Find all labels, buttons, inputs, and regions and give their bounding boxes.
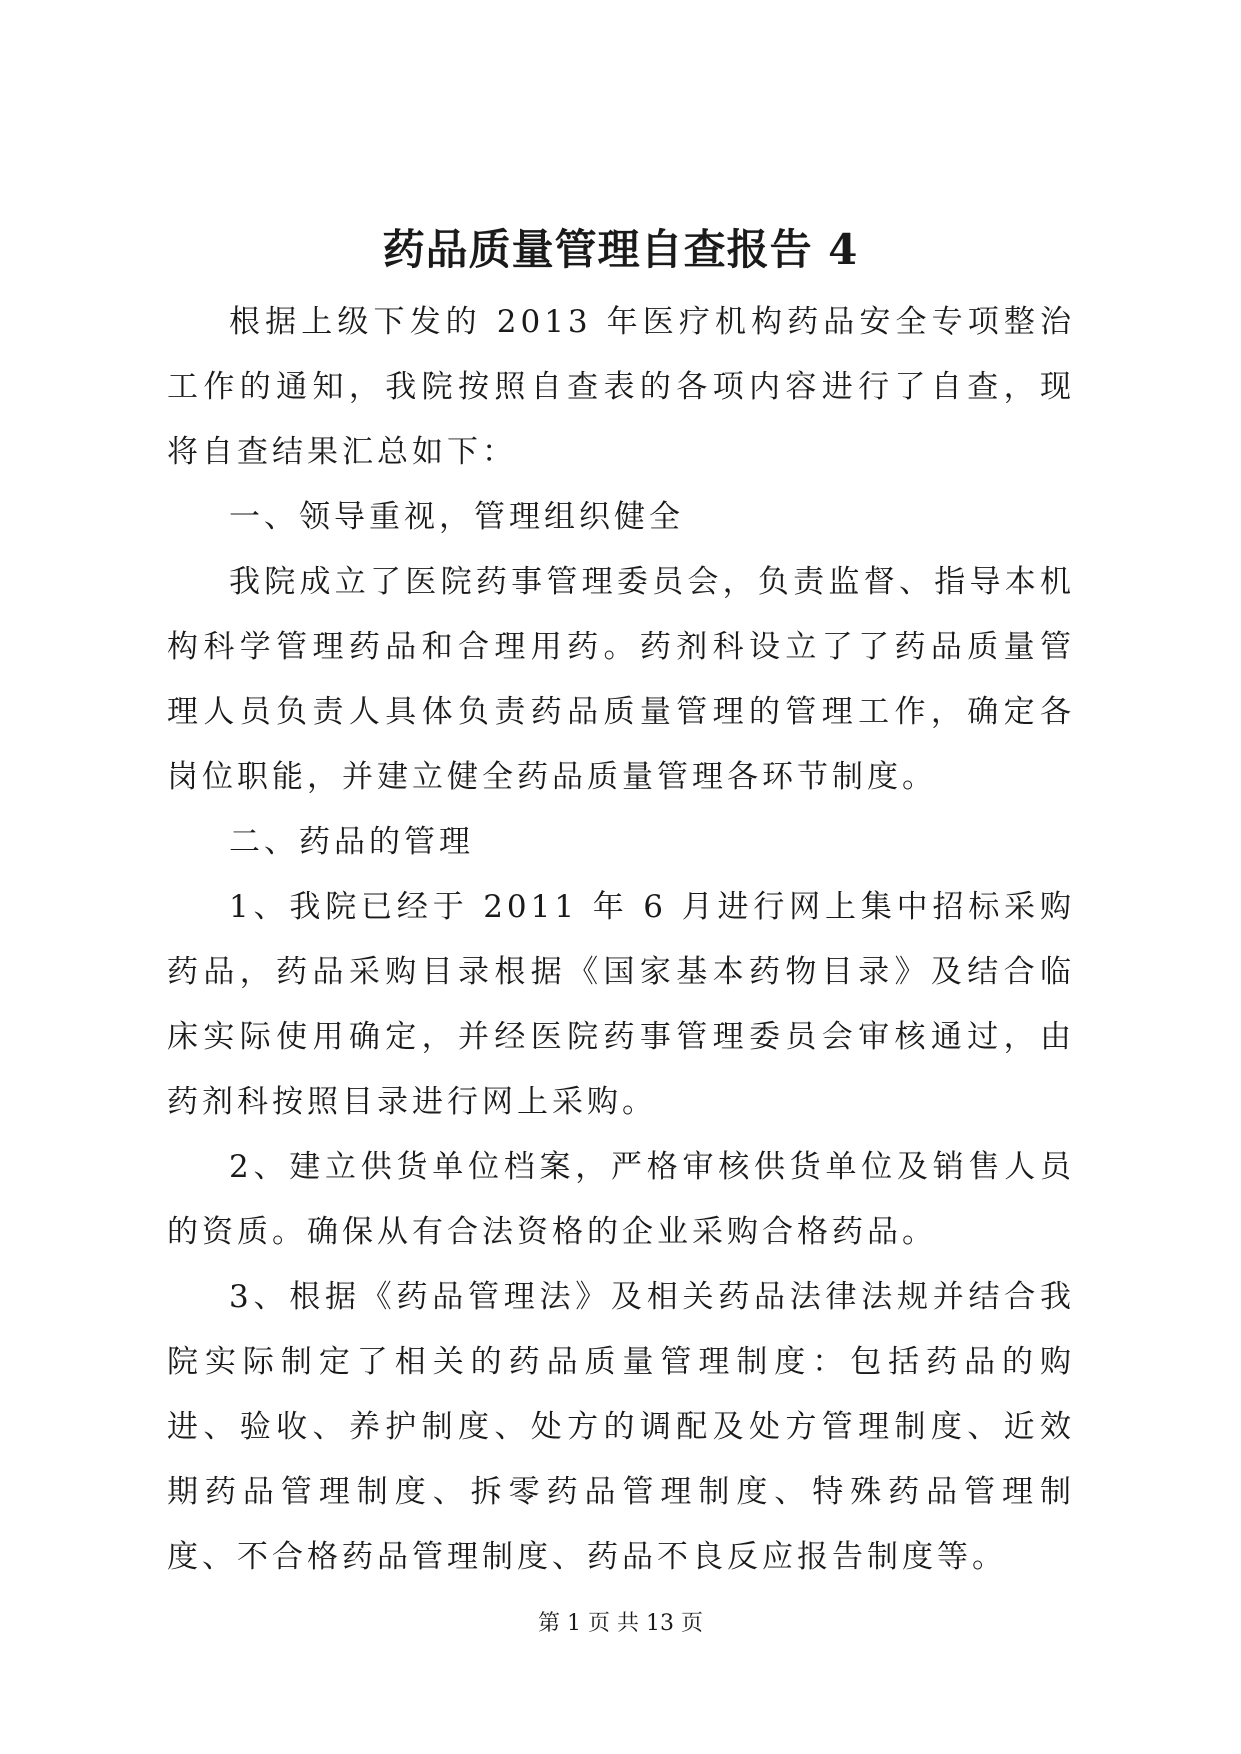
section-2-item-3: 3、根据《药品管理法》及相关药品法律法规并结合我院实际制定了相关的药品质量管理制度：包括药品的购进、验收、养护制度、处方的调配及处方管理制度、近效期药品管理制度、拆零药品管理制度、特殊药品管理制度、不合格药品管理制度、药品不良反应报告制度等。 — [167, 1279, 1075, 1575]
section-1-heading: 一、领导重视，管理组织健全 — [229, 499, 684, 535]
section-2-heading: 二、药品的管理 — [229, 824, 474, 860]
section-2-item-2: 2、建立供货单位档案，严格审核供货单位及销售人员的资质。确保从有合法资格的企业采购合格药品。 — [167, 1149, 1075, 1250]
document-body — [167, 290, 1075, 1590]
section-1-paragraph: 我院成立了医院药事管理委员会，负责监督、指导本机构科学管理药品和合理用药。药剂科设立了了药品质量管理人员负责人具体负责药品质量管理的管理工作，确定各岗位职能，并建立健全药品质量管理各环节制度。 — [167, 564, 1075, 795]
page-footer: 第 1 页 共 13 页 — [538, 1611, 703, 1636]
section-2-item-1: 1、我院已经于 2011 年 6 月进行网上集中招标采购药品，药品采购目录根据《国家基本药物目录》及结合临床实际使用确定，并经医院药事管理委员会审核通过，由药剂科按照目录进行网上采购。 — [167, 889, 1075, 1120]
document-title: 药品质量管理自查报告 4 — [382, 225, 859, 274]
intro-paragraph: 根据上级下发的 2013 年医疗机构药品安全专项整治工作的通知，我院按照自查表的各项内容进行了自查，现将自查结果汇总如下： — [167, 304, 1075, 470]
